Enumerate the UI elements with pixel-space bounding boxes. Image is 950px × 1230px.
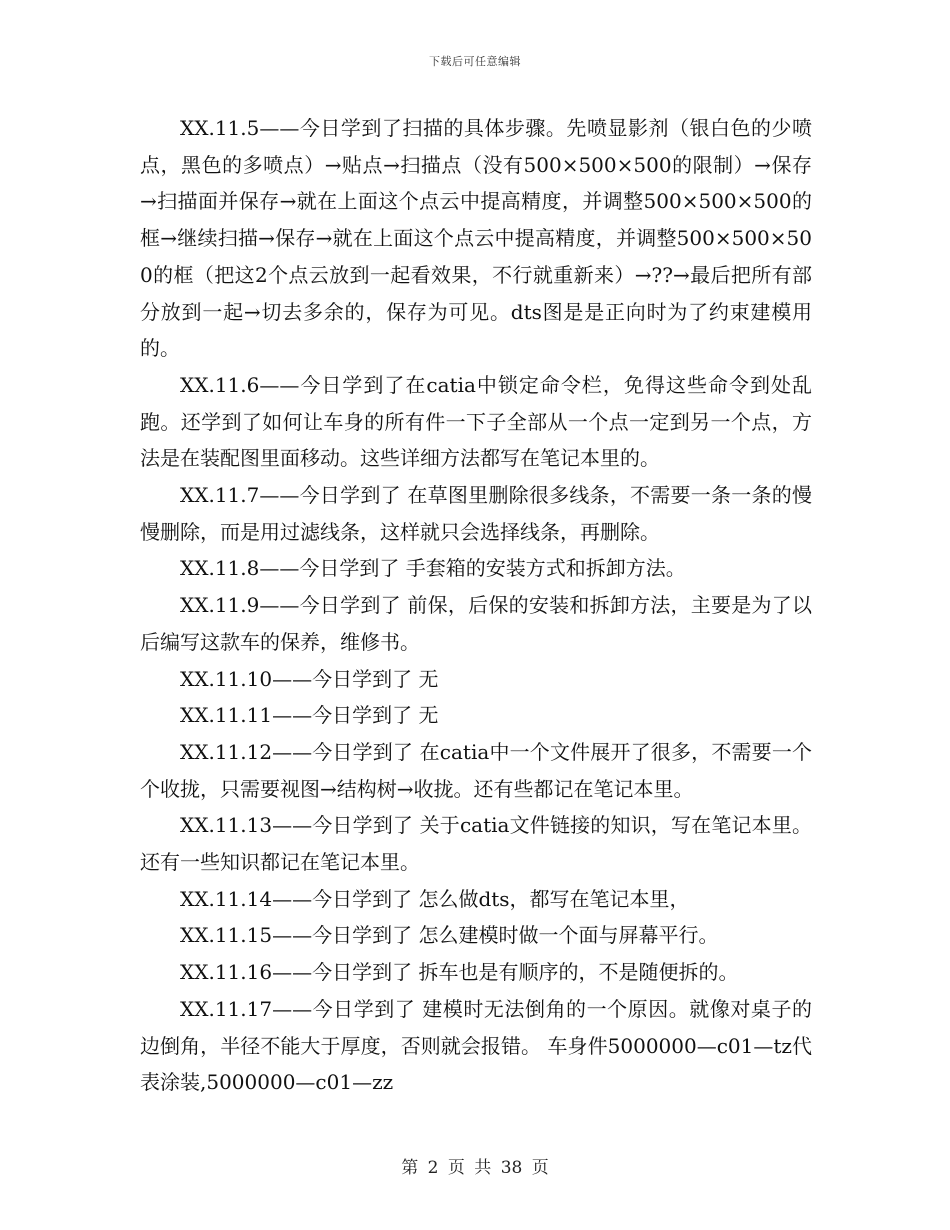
paragraph-entry: XX.11.5——今日学到了扫描的具体步骤。先喷显影剂（银白色的少喷点，黑色的多喷点）→贴点→扫描点（没有500×500×500的限制）→保存→扫描面并保存→就在上面这个点云中提高精度，并调整500×500×500的框→继续扫描→保存→就在上面这个点云中提高精度，并调整500×500×500的框（把这2个点云放到一起看效果，不行就重新来）→??→最后把所有部分放到一起→切去多余的，保存为可见。dts图是是正向时为了约束建模用的。 — [140, 116, 812, 361]
document-body — [140, 110, 812, 1101]
page-header: 下载后可任意编辑 — [429, 55, 521, 68]
paragraph-entry: XX.11.8——今日学到了 手套箱的安装方式和拆卸方法。 — [180, 556, 686, 581]
page-number: 第 2 页 共 38 页 — [401, 1158, 549, 1178]
paragraph-entry: XX.11.17——今日学到了 建模时无法倒角的一个原因。就像对桌子的边倒角，半径不能大于厚度，否则就会报错。 车身件5000000—c01—tz代表涂装,5000000—c01—zz — [140, 996, 812, 1095]
paragraph-entry: XX.11.10——今日学到了 无 — [180, 666, 439, 691]
paragraph-entry: XX.11.11——今日学到了 无 — [180, 703, 439, 728]
paragraph-entry: XX.11.14——今日学到了 怎么做dts，都写在笔记本里， — [180, 886, 690, 911]
paragraph-entry: XX.11.12——今日学到了 在catia中一个文件展开了很多，不需要一个个收拢，只需要视图→结构树→收拢。还有些都记在笔记本里。 — [140, 739, 812, 801]
paragraph-entry: XX.11.13——今日学到了 关于catia文件链接的知识，写在笔记本里。还有一些知识都记在笔记本里。 — [140, 813, 812, 875]
paragraph-entry: XX.11.6——今日学到了在catia中锁定命令栏，免得这些命令到处乱跑。还学到了如何让车身的所有件一下子全部从一个点一定到另一个点，方法是在装配图里面移动。这些详细方法都写在笔记本里的。 — [140, 372, 812, 471]
paragraph-entry: XX.11.9——今日学到了 前保，后保的安装和拆卸方法，主要是为了以后编写这款车的保养，维修书。 — [140, 593, 812, 654]
paragraph-entry: XX.11.16——今日学到了 拆车也是有顺序的，不是随便拆的。 — [180, 960, 739, 985]
paragraph-entry: XX.11.7——今日学到了 在草图里删除很多线条，不需要一条一条的慢慢删除，而是用过滤线条，这样就只会选择线条，再删除。 — [140, 483, 812, 544]
paragraph-entry: XX.11.15——今日学到了 怎么建模时做一个面与屏幕平行。 — [180, 923, 719, 948]
